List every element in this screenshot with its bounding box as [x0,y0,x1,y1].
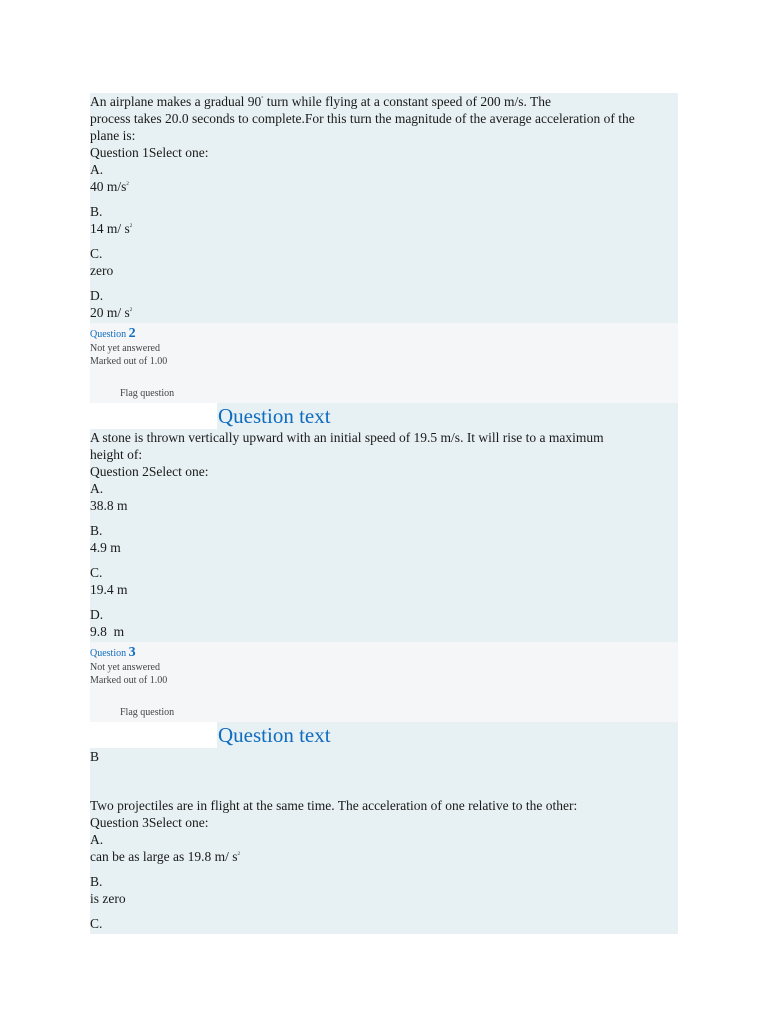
header-spacer [90,403,217,429]
question-2-text-line-2: height of: [90,447,143,462]
flag-question-link[interactable]: Flag question [120,707,175,718]
option-text: 4.9 m [90,540,121,555]
option-text-body: 20 m/ s [90,305,130,320]
question-2-prompt: Question 2Select one: [90,464,209,479]
question-1-option-a[interactable] [90,161,678,195]
question-number: 2 [128,326,136,341]
option-text [90,220,678,237]
option-text [90,848,678,865]
option-text-body: 14 m/ s [90,221,130,236]
superscript-2: 2 [129,308,133,313]
flag-question-link[interactable]: Flag question [120,388,175,399]
question-2-option-a[interactable] [90,480,678,514]
question-3-info [90,642,678,722]
question-1-text-part: An airplane makes a gradual 90 [90,94,262,109]
question-2-marks: Marked out of 1.00 [90,356,168,367]
question-1-option-d[interactable] [90,287,678,323]
superscript-2: 2 [237,852,240,857]
question-1-text-line-3: plane is: [90,128,136,143]
question-label: Question [90,329,129,340]
question-3-text-header [90,722,678,748]
option-letter: C. [90,565,103,580]
option-letter: C. [90,916,103,931]
superscript-2: 2 [129,224,133,229]
question-2-info [90,323,678,403]
question-1-option-c[interactable] [90,245,678,279]
selected-answer-mark: B [90,749,100,764]
option-text: zero [90,263,114,278]
option-letter: B. [90,204,103,219]
question-label: Question [90,648,129,659]
option-text: 19.4 m [90,582,128,597]
quiz-content [90,93,678,934]
option-letter: A. [90,162,104,177]
degree-superscript: ° [261,97,264,102]
option-letter: A. [90,481,104,496]
question-2-number [90,327,678,342]
question-2-text-line-1: A stone is thrown vertically upward with an initial speed of 19.5 m/s. It will rise to a maximum [90,430,604,445]
option-text: 38.8 m [90,498,128,513]
option-text: 9.8 m [90,624,125,639]
question-1-text-part: turn while flying at a constant speed of 200 m/s. The [263,94,552,109]
question-3-option-a[interactable] [90,831,678,865]
question-2-option-b[interactable] [90,522,678,556]
question-1-prompt: Question 1Select one: [90,145,209,160]
option-text [90,304,678,321]
option-text [90,178,678,195]
option-letter: D. [90,607,104,622]
option-text-body: can be as large as 19.8 m/ s [90,849,238,864]
question-1-text-line-2: process takes 20.0 seconds to complete.For this turn the magnitude of the average acceleration of the [90,111,635,126]
question-1-text-line-1 [90,93,678,110]
question-3-state: Not yet answered [90,662,160,673]
question-2-option-d[interactable] [90,606,678,642]
spacer [90,765,678,797]
question-2-block [90,429,678,642]
option-letter: B. [90,523,103,538]
question-3-option-b[interactable] [90,873,678,907]
option-letter: B. [90,874,103,889]
question-3-option-c[interactable] [90,915,678,934]
superscript-2: 2 [126,182,129,187]
question-2-text-header [90,403,678,429]
option-letter: C. [90,246,103,261]
question-text-title: Question text [218,723,331,747]
question-2-option-c[interactable] [90,564,678,598]
question-3-block [90,748,678,934]
option-text-body: 40 m/s [90,179,127,194]
option-letter: A. [90,832,104,847]
question-text-title: Question text [218,404,331,428]
question-3-text-line-1: Two projectiles are in flight at the same time. The acceleration of one relative to the other: [90,798,578,813]
option-text: is zero [90,891,126,906]
question-3-prompt: Question 3Select one: [90,815,209,830]
option-letter: D. [90,288,104,303]
question-1-block [90,93,678,323]
question-3-number [90,646,678,661]
question-2-state: Not yet answered [90,343,160,354]
header-spacer [90,722,217,748]
question-number: 3 [128,645,136,660]
question-1-option-b[interactable] [90,203,678,237]
question-3-marks: Marked out of 1.00 [90,675,168,686]
